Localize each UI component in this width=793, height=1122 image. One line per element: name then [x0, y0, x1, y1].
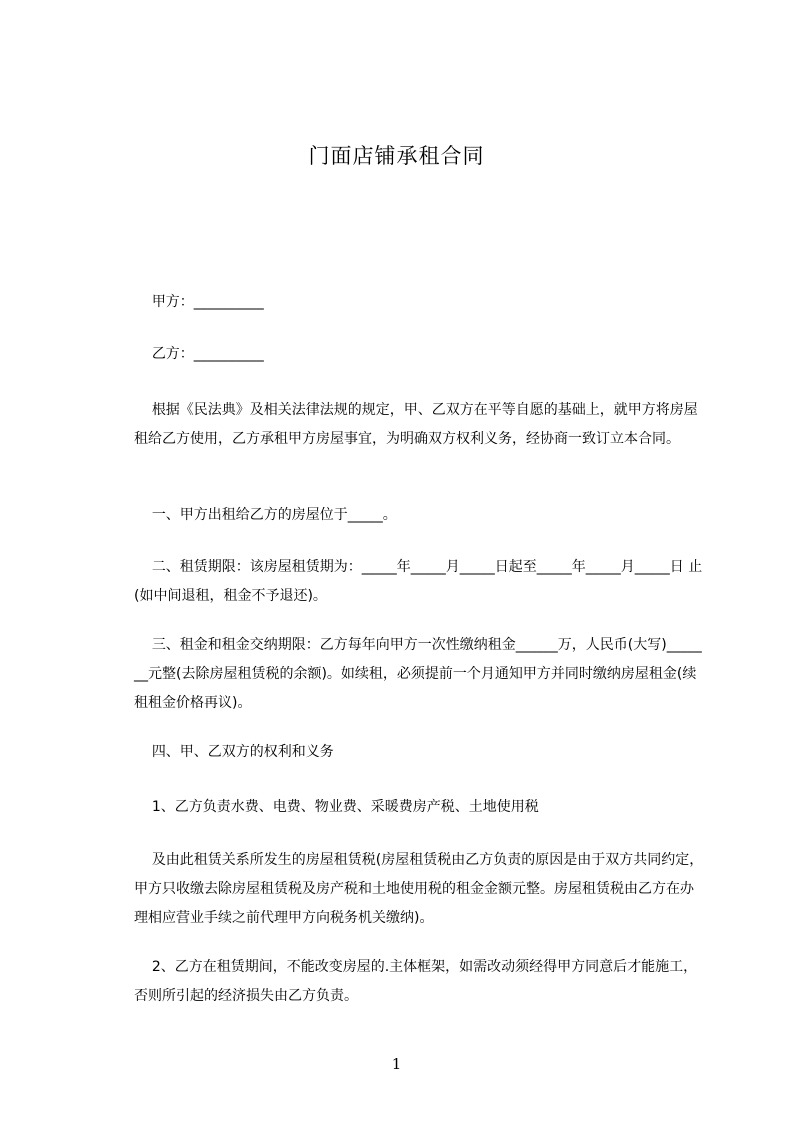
intro-paragraph: 根据《民法典》及相关法律法规的规定，甲、乙双方在平等自愿的基础上，就甲方将房屋租给乙方使用，乙方承租甲方房屋事宜，为明确双方权利义务，经协商一致订立本合同。	[134, 402, 698, 447]
item-2-structure: 2、乙方在租赁期间，不能改变房屋的.主体框架，如需改动须经得甲方同意后才能施工，否则所引起的经济损失由乙方负责。	[134, 959, 698, 1004]
item-1-continuation: 及由此租赁关系所发生的房屋租赁税(房屋租赁税由乙方负责的原因是由于双方共同约定，甲方只收缴去除房屋租赁税及房产税和土地使用税的租金金额元整。房屋租赁税由乙方在办理相应营业手续之前代理甲方向税务机关缴纳)。	[134, 852, 704, 926]
page-number: 1	[391, 1055, 402, 1073]
clause-2-lease-term: 二、租赁期限：该房屋租赁期为：_____年_____月_____日起至_____年_____月_____日 止(如中间退租，租金不予退还)。	[134, 559, 703, 604]
clause-1-location: 一、甲方出租给乙方的房屋位于_____。	[134, 507, 397, 523]
party-a-line: 甲方：__________	[134, 294, 264, 310]
document-title: 门面店铺承租合同	[308, 144, 485, 168]
item-1-tenant-fees: 1、乙方负责水费、电费、物业费、采暖费房产税、土地使用税	[134, 799, 539, 815]
party-b-line: 乙方：__________	[134, 346, 264, 362]
clause-4-rights-obligations: 四、甲、乙双方的权利和义务	[134, 744, 334, 760]
clause-3-rent-payment: 三、租金和租金交纳期限：乙方每年向甲方一次性缴纳租金______万，人民币(大写)_______元整(去除房屋租赁税的余额)。如续租，必须提前一个月通知甲方并同时缴纳房屋租金(续租租金价格再议)。	[134, 637, 702, 711]
